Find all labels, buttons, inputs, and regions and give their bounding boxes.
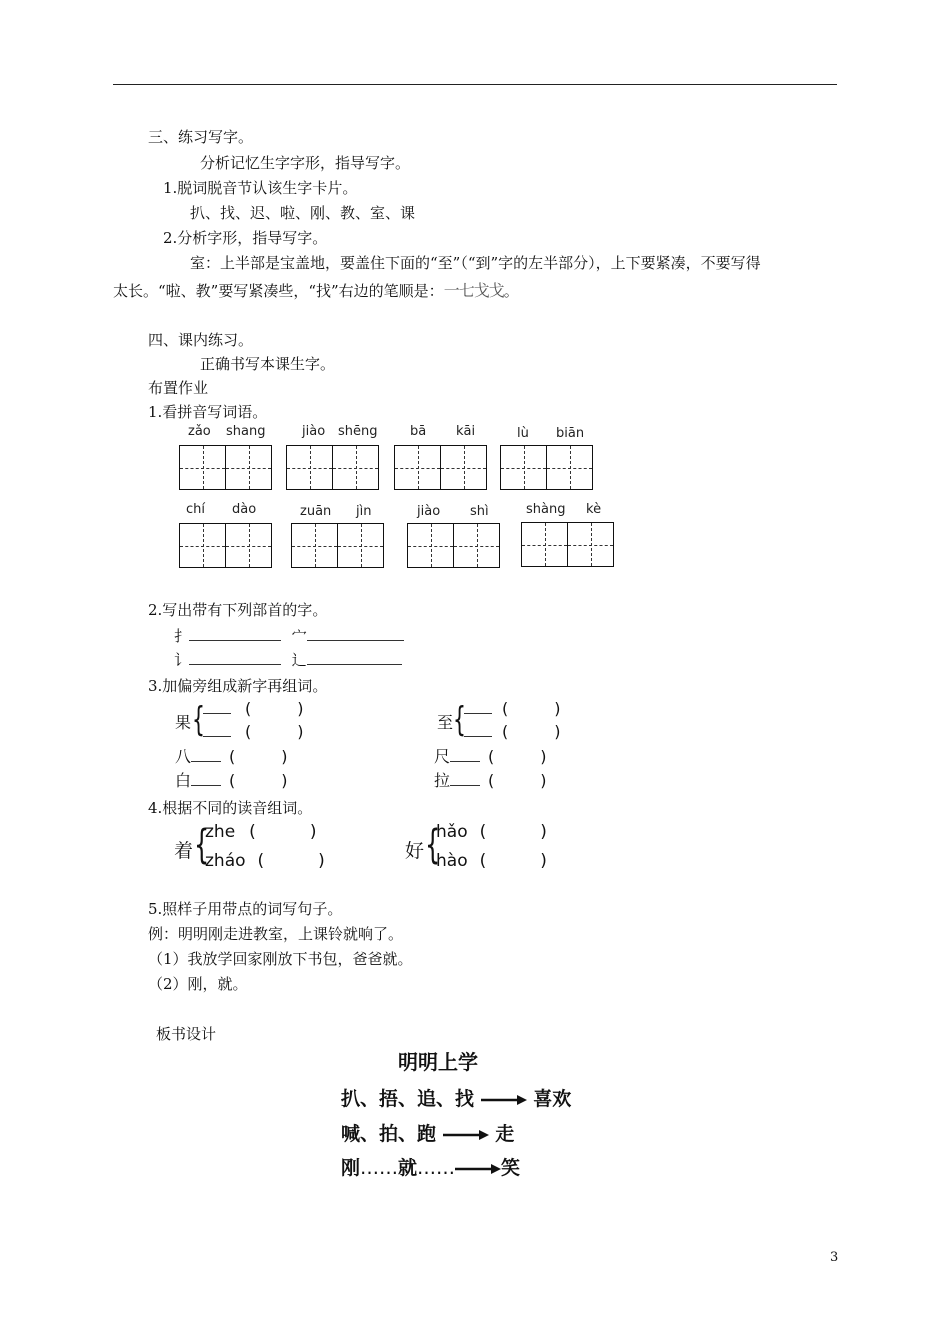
stroke-order-image: 一七戈戈 bbox=[443, 281, 504, 300]
pinyin-label: shēng bbox=[338, 424, 378, 439]
question-2: 2.写出带有下列部首的字。 bbox=[148, 601, 328, 619]
q3-blank-row[interactable]: ( ) bbox=[203, 699, 304, 718]
section3-heading: 三、练习写字。 bbox=[148, 128, 254, 146]
sentence-2: （2）刚，就。 bbox=[148, 975, 248, 993]
question-5: 5.照样子用带点的词写句子。 bbox=[148, 900, 343, 918]
brace-icon: { bbox=[453, 700, 466, 740]
character-list: 扒、找、迟、啦、刚、教、室、课 bbox=[190, 204, 416, 222]
section4-intro: 正确书写本课生字。 bbox=[200, 355, 336, 373]
answer-blank[interactable] bbox=[189, 650, 281, 665]
homework-heading: 布置作业 bbox=[148, 379, 209, 397]
q3-blank-row[interactable]: ( ) bbox=[203, 722, 304, 741]
q4-row[interactable]: hào ( ) bbox=[436, 851, 547, 871]
board-row-1: 扒、捂、追、找 喜欢 bbox=[341, 1088, 572, 1110]
pinyin-label: chí bbox=[186, 502, 205, 517]
section4-heading: 四、课内练习。 bbox=[148, 331, 254, 349]
q4-char: 着 bbox=[174, 840, 194, 862]
pinyin-label: kāi bbox=[456, 424, 476, 439]
arrow-icon bbox=[443, 1128, 489, 1142]
board-title: 明明上学 bbox=[398, 1050, 478, 1074]
step1-text: 1.脱词脱音节认该生字卡片。 bbox=[163, 179, 358, 197]
pinyin-label: zuān bbox=[300, 504, 332, 519]
pinyin-label: jiào bbox=[417, 504, 441, 519]
q4-row[interactable]: zhe ( ) bbox=[205, 822, 317, 842]
writing-grid[interactable] bbox=[286, 445, 379, 490]
q3-char: 拉 bbox=[434, 771, 451, 790]
answer-blank[interactable] bbox=[307, 650, 402, 665]
board-row-2: 喊、拍、跑 走 bbox=[341, 1123, 515, 1145]
q4-char: 好 bbox=[405, 840, 425, 862]
writing-grid[interactable] bbox=[407, 523, 500, 568]
writing-grid[interactable] bbox=[179, 445, 272, 490]
radical: 讠 bbox=[174, 651, 190, 669]
pinyin-label: zǎo bbox=[188, 424, 211, 439]
radical: 辶 bbox=[291, 651, 307, 669]
board-design-heading: 板书设计 bbox=[156, 1025, 217, 1043]
arrow-icon bbox=[481, 1093, 527, 1107]
radical-row-1 bbox=[174, 626, 404, 646]
pinyin-label: jìn bbox=[356, 504, 372, 519]
q3-char: 果 bbox=[175, 713, 192, 732]
brace-icon: { bbox=[192, 700, 205, 740]
pinyin-label: jiào bbox=[302, 424, 326, 439]
writing-grid[interactable] bbox=[394, 445, 487, 490]
section3-intro: 分析记忆生字字形，指导写字。 bbox=[200, 154, 411, 172]
q3-char: 至 bbox=[437, 713, 454, 732]
writing-grid[interactable] bbox=[291, 523, 384, 568]
answer-blank[interactable] bbox=[189, 626, 281, 641]
q3-char: 尺 bbox=[434, 747, 451, 766]
pinyin-label: kè bbox=[586, 502, 602, 517]
writing-grid[interactable] bbox=[179, 523, 272, 568]
description-line-2 bbox=[113, 281, 519, 301]
q4-row[interactable]: hǎo ( ) bbox=[436, 822, 547, 842]
brace-icon: { bbox=[425, 822, 441, 868]
header-rule bbox=[113, 84, 837, 85]
q3-blank-row[interactable]: ( ) bbox=[464, 722, 561, 741]
board-row-3: 刚……就…… 笑 bbox=[341, 1157, 521, 1179]
answer-blank[interactable] bbox=[307, 626, 404, 641]
pinyin-label: lù bbox=[517, 426, 529, 441]
pinyin-label: biān bbox=[556, 426, 585, 441]
writing-grid[interactable] bbox=[500, 445, 593, 490]
question-4: 4.根据不同的读音组词。 bbox=[148, 799, 313, 817]
question-1: 1.看拼音写词语。 bbox=[148, 403, 268, 421]
description-end: 。 bbox=[503, 282, 519, 300]
q3-blank-row[interactable]: 拉 ( ) bbox=[434, 771, 547, 790]
step2-text: 2.分析字形，指导写字。 bbox=[163, 229, 328, 247]
q3-char: 白 bbox=[175, 771, 192, 790]
sentence-1: （1）我放学回家刚放下书包，爸爸就。 bbox=[148, 950, 413, 968]
question-3: 3.加偏旁组成新字再组词。 bbox=[148, 677, 328, 695]
pinyin-label: bā bbox=[410, 424, 427, 439]
q3-blank-row[interactable]: 八 ( ) bbox=[175, 747, 288, 766]
radical-row-2 bbox=[174, 650, 402, 670]
q3-blank-row[interactable]: 白 ( ) bbox=[175, 771, 288, 790]
example-sentence: 例：明明刚走进教室，上课铃就响了。 bbox=[148, 925, 404, 943]
pinyin-label: shàng bbox=[526, 502, 566, 517]
pinyin-label: dào bbox=[232, 502, 257, 517]
writing-grid[interactable] bbox=[521, 522, 614, 567]
q3-blank-row[interactable]: 尺 ( ) bbox=[434, 747, 547, 766]
pinyin-label: shì bbox=[470, 504, 489, 519]
page-number: 3 bbox=[830, 1250, 839, 1265]
description-line-1: 室：上半部是宝盖地，要盖住下面的“至”（“到”字的左半部分），上下要紧凑，不要写得 bbox=[190, 254, 761, 272]
arrow-icon bbox=[455, 1162, 501, 1176]
pinyin-label: shang bbox=[226, 424, 266, 439]
q4-row[interactable]: zháo ( ) bbox=[205, 851, 325, 871]
q3-char: 八 bbox=[175, 747, 192, 766]
q3-blank-row[interactable]: ( ) bbox=[464, 699, 561, 718]
radical: 扌 bbox=[174, 627, 190, 645]
brace-icon: { bbox=[194, 822, 210, 868]
radical: 宀 bbox=[291, 627, 307, 645]
description-line-2-text: 太长。“啦、教”要写紧凑些，“找”右边的笔顺是： bbox=[113, 282, 444, 300]
